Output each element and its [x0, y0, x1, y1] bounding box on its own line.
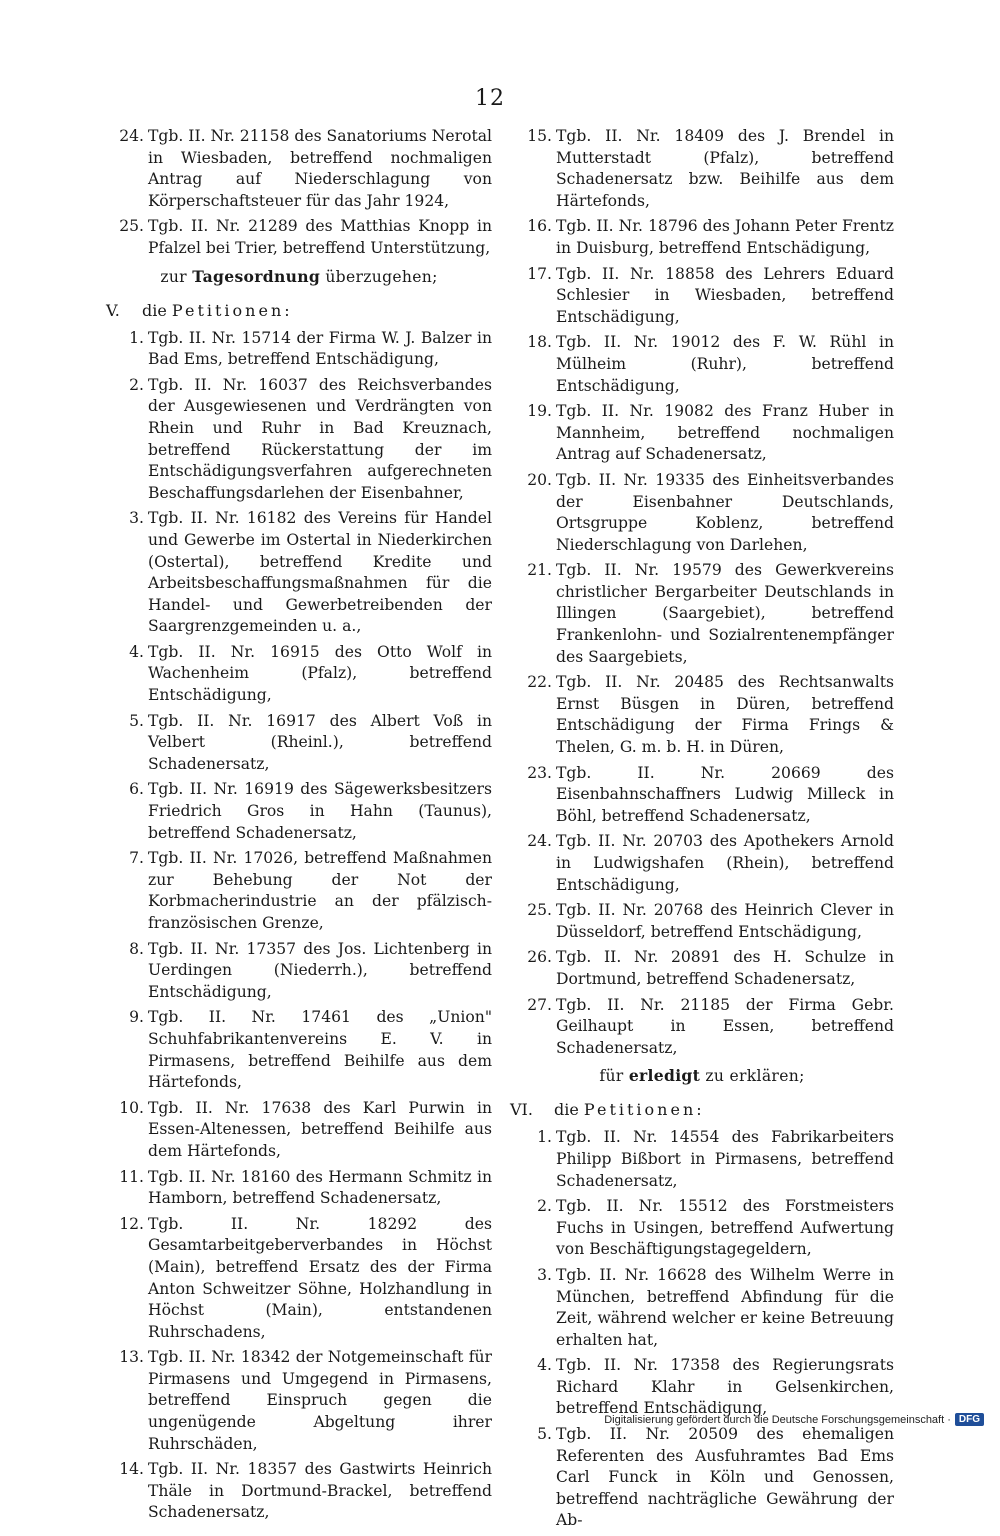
closing-prefix: zur	[160, 267, 187, 286]
list-item	[510, 401, 894, 466]
page-number: 12	[475, 86, 505, 111]
item-number: 27.	[527, 995, 552, 1014]
item-number: 8.	[129, 939, 144, 958]
entries-list	[106, 328, 492, 1524]
list-item	[106, 779, 492, 844]
list-item	[510, 1196, 894, 1261]
list-item	[106, 1214, 492, 1344]
item-number: 11.	[119, 1167, 144, 1186]
item-number: 24.	[527, 832, 552, 851]
item-number: 21.	[527, 561, 552, 580]
entries-list	[106, 126, 492, 260]
item-number: 12.	[119, 1214, 144, 1233]
item-number: 7.	[129, 849, 144, 868]
item-number: 15.	[527, 127, 552, 145]
list-item	[106, 508, 492, 638]
item-text: Tgb. II. Nr. 17638 des Karl Purwin in Essen-Altenessen, betreffend Beihilfe aus dem Härtefonds,	[148, 1098, 492, 1160]
item-text: Tgb. II. Nr. 16037 des Reichsverbandes der Ausgewiesenen und Verdrängten von Rhein und Ruhr in Bad Kreuznach, betreffend Rückerstattung der im Entschädigungsverfahren aufgerechneten Beschaffungsdarlehen der Eisenbahner,	[148, 375, 492, 502]
list-item	[510, 470, 894, 556]
list-item	[510, 763, 894, 828]
list-item	[106, 711, 492, 776]
item-text: Tgb. II. Nr. 16182 des Vereins für Handel und Gewerbe im Ostertal in Niederkirchen (Ostertal), betreffend Kredite und Arbeitsbeschaffungsmaßnahmen für die Handel- und Gewerbetreibenden der Saargrenzgemeinden u. a.,	[148, 509, 492, 636]
item-number: 4.	[537, 1356, 552, 1375]
section-title: Petitionen:	[583, 1100, 705, 1120]
list-item	[106, 1098, 492, 1163]
list-item	[106, 848, 492, 934]
list-item	[106, 1459, 492, 1524]
item-text: Tgb. II. Nr. 17461 des „Union" Schuhfabrikantenvereins E. V. in Pirmasens, betreffend Beihilfe aus dem Härtefonds,	[148, 1008, 492, 1092]
item-text: Tgb. II. Nr. 20669 des Eisenbahnschaffners Ludwig Milleck in Böhl, betreffend Schadenersatz,	[556, 763, 894, 825]
list-item	[510, 560, 894, 668]
item-text: Tgb. II. Nr. 16919 des Sägewerksbesitzers Friedrich Gros in Hahn (Taunus), betreffend Schadenersatz,	[148, 780, 492, 842]
item-number: 3.	[129, 509, 144, 528]
item-text: Tgb. II. Nr. 18342 der Notgemeinschaft für Pirmasens und Umgegend in Pirmasens, betreffend Einspruch gegen die ungenügende Abgeltung ihrer Ruhrschäden,	[148, 1348, 492, 1453]
section-numeral: VI.	[510, 1100, 533, 1120]
list-item	[510, 1265, 894, 1351]
item-number: 23.	[527, 763, 552, 782]
list-item	[106, 328, 492, 371]
item-text: Tgb. II. Nr. 20485 des Rechtsanwalts Ernst Büsgen in Düren, betreffend Entschädigung der Firma Frings & Thelen, G. m. b. H. in Düren,	[556, 673, 894, 757]
list-item	[510, 1424, 894, 1532]
item-text: Tgb. II. Nr. 17358 des Regierungsrats Richard Klahr in Gelsenkirchen, betreffend Entschädigung,	[556, 1356, 894, 1418]
footer-credit: Digitalisierung gefördert durch die Deutsche Forschungsgemeinschaft ·	[604, 1413, 951, 1426]
footer	[604, 1413, 984, 1426]
item-number: 20.	[527, 470, 552, 489]
section-article: die	[142, 300, 167, 320]
item-number: 6.	[129, 780, 144, 799]
item-text: Tgb. II. Nr. 20768 des Heinrich Clever in Düsseldorf, betreffend Entschädigung,	[556, 901, 894, 941]
item-text: Tgb. II. Nr. 19579 des Gewerkvereins christlicher Bergarbeiter Deutschlands in Illingen (Saargebiet), betreffend Frankenlohn- und Sozialrentenempfänger des Saargebiets,	[556, 561, 894, 666]
item-text: Tgb. II. Nr. 18357 des Gastwirts Heinrich Thäle in Dortmund-Brackel, betreffend Schadenersatz,	[148, 1460, 492, 1522]
item-number: 5.	[129, 711, 144, 730]
list-item	[106, 1167, 492, 1210]
closing-keyword: erledigt	[628, 1066, 701, 1086]
item-number: 24.	[119, 127, 144, 145]
item-text: Tgb. II. Nr. 18160 des Hermann Schmitz in Hamborn, betreffend Schadenersatz,	[148, 1167, 492, 1208]
list-item	[510, 1355, 894, 1420]
item-number: 9.	[129, 1008, 144, 1027]
right-column	[510, 126, 894, 1536]
item-text: Tgb. II. Nr. 18409 des J. Brendel in Mutterstadt (Pfalz), betreffend Schadenersatz bzw. Beihilfe aus dem Härtefonds,	[556, 127, 894, 210]
item-number: 25.	[119, 217, 144, 236]
list-item	[510, 900, 894, 943]
list-item	[106, 1347, 492, 1455]
item-number: 22.	[527, 673, 552, 692]
list-item	[106, 216, 492, 259]
item-number: 2.	[537, 1197, 552, 1216]
item-number: 14.	[119, 1460, 144, 1479]
section-numeral: V.	[106, 300, 120, 320]
closing-line	[510, 1065, 894, 1087]
list-item	[510, 264, 894, 329]
item-text: Tgb. II. Nr. 16917 des Albert Voß in Velbert (Rheinl.), betreffend Schadenersatz,	[148, 711, 492, 773]
item-number: 2.	[129, 375, 144, 394]
list-item	[510, 831, 894, 896]
item-text: Tgb. II. Nr. 17026, betreffend Maßnahmen zur Behebung der Not der Korbmacherindustrie an der pfälzisch-französischen Grenze,	[148, 849, 492, 932]
item-number: 19.	[527, 402, 552, 421]
closing-line	[106, 266, 492, 288]
list-item	[106, 939, 492, 1004]
list-item	[106, 1007, 492, 1093]
item-number: 1.	[129, 328, 144, 347]
section-heading	[106, 300, 492, 322]
dfg-logo: DFG	[955, 1413, 984, 1426]
section-heading	[510, 1099, 894, 1121]
list-item	[510, 995, 894, 1060]
item-number: 1.	[537, 1128, 552, 1147]
item-text: Tgb. II. Nr. 19335 des Einheitsverbandes der Eisenbahner Deutschlands, Ortsgruppe Koblenz, betreffend Niederschlagung von Darlehen,	[556, 470, 894, 554]
item-number: 4.	[129, 642, 144, 661]
item-number: 10.	[119, 1098, 144, 1117]
closing-suffix: überzugehen;	[325, 267, 438, 286]
item-text: Tgb. II. Nr. 20703 des Apothekers Arnold in Ludwigshafen (Rhein), betreffend Entschädigung,	[556, 832, 894, 894]
item-text: Tgb. II. Nr. 21289 des Matthias Knopp in Pfalzel bei Trier, betreffend Unterstützung,	[148, 217, 492, 257]
left-column	[106, 126, 492, 1528]
item-text: Tgb. II. Nr. 18796 des Johann Peter Frentz in Duisburg, betreffend Entschädigung,	[556, 217, 894, 257]
item-number: 26.	[527, 948, 552, 967]
item-number: 16.	[527, 217, 552, 236]
entries-list	[510, 126, 894, 1059]
item-text: Tgb. II. Nr. 19082 des Franz Huber in Mannheim, betreffend nochmaligen Antrag auf Schadenersatz,	[556, 402, 894, 464]
list-item	[510, 672, 894, 758]
list-item	[106, 126, 492, 212]
item-text: Tgb. II. Nr. 16628 des Wilhelm Werre in München, betreffend Abfindung für die Zeit, während welcher er keine Betreuung erhalten hat,	[556, 1265, 894, 1349]
item-text: Tgb. II. Nr. 17357 des Jos. Lichtenberg in Uerdingen (Niederrh.), betreffend Entschädigung,	[148, 939, 492, 1001]
closing-prefix: für	[599, 1067, 624, 1086]
item-text: Tgb. II. Nr. 15512 des Forstmeisters Fuchs in Usingen, betreffend Aufwertung von Beschäftigungstagegeldern,	[556, 1197, 894, 1259]
list-item	[510, 332, 894, 397]
list-item	[106, 375, 492, 505]
item-number: 3.	[537, 1265, 552, 1284]
list-item	[510, 947, 894, 990]
item-number: 18.	[527, 333, 552, 352]
item-text: Tgb. II. Nr. 15714 der Firma W. J. Balzer in Bad Ems, betreffend Entschädigung,	[148, 328, 492, 369]
item-text: Tgb. II. Nr. 18858 des Lehrers Eduard Schlesier in Wiesbaden, betreffend Entschädigung,	[556, 264, 894, 326]
list-item	[106, 642, 492, 707]
item-text: Tgb. II. Nr. 21185 der Firma Gebr. Geilhaupt in Essen, betreffend Schadenersatz,	[556, 995, 894, 1057]
item-number: 13.	[119, 1348, 144, 1367]
list-item	[510, 1127, 894, 1192]
section-title: Petitionen:	[171, 300, 293, 320]
item-text: Tgb. II. Nr. 18292 des Gesamtarbeitgeberverbandes in Höchst (Main), betreffend Ersatz des der Firma Anton Schweitzer Söhne, Holzhandlung in Höchst (Main), entstandenen Ruhrschadens,	[148, 1214, 492, 1341]
item-text: Tgb. II. Nr. 19012 des F. W. Rühl in Mülheim (Ruhr), betreffend Entschädigung,	[556, 333, 894, 395]
item-text: Tgb. II. Nr. 20891 des H. Schulze in Dortmund, betreffend Schadenersatz,	[556, 948, 894, 988]
item-text: Tgb. II. Nr. 21158 des Sanatoriums Nerotal in Wiesbaden, betreffend nochmaligen Antrag auf Niederschlagung von Körperschaftsteuer für das Jahr 1924,	[148, 127, 493, 210]
item-text: Tgb. II. Nr. 14554 des Fabrikarbeiters Philipp Bißbort in Pirmasens, betreffend Schadenersatz,	[556, 1128, 894, 1190]
item-text: Tgb. II. Nr. 16915 des Otto Wolf in Wachenheim (Pfalz), betreffend Entschädigung,	[148, 642, 492, 705]
entries-list	[510, 1127, 894, 1532]
list-item	[510, 126, 894, 212]
item-number: 17.	[527, 264, 552, 283]
item-text: Tgb. II. Nr. 20509 des ehemaligen Referenten des Ausfuhramtes Bad Ems Carl Funck in Köln und Genossen, betreffend nachträgliche Gewährung der Ab-	[556, 1425, 894, 1530]
item-number: 25.	[527, 901, 552, 920]
closing-suffix: zu erklären;	[705, 1067, 805, 1086]
section-article: die	[554, 1100, 579, 1120]
list-item	[510, 216, 894, 259]
closing-keyword: Tagesordnung	[192, 266, 321, 286]
item-number: 5.	[537, 1425, 552, 1444]
